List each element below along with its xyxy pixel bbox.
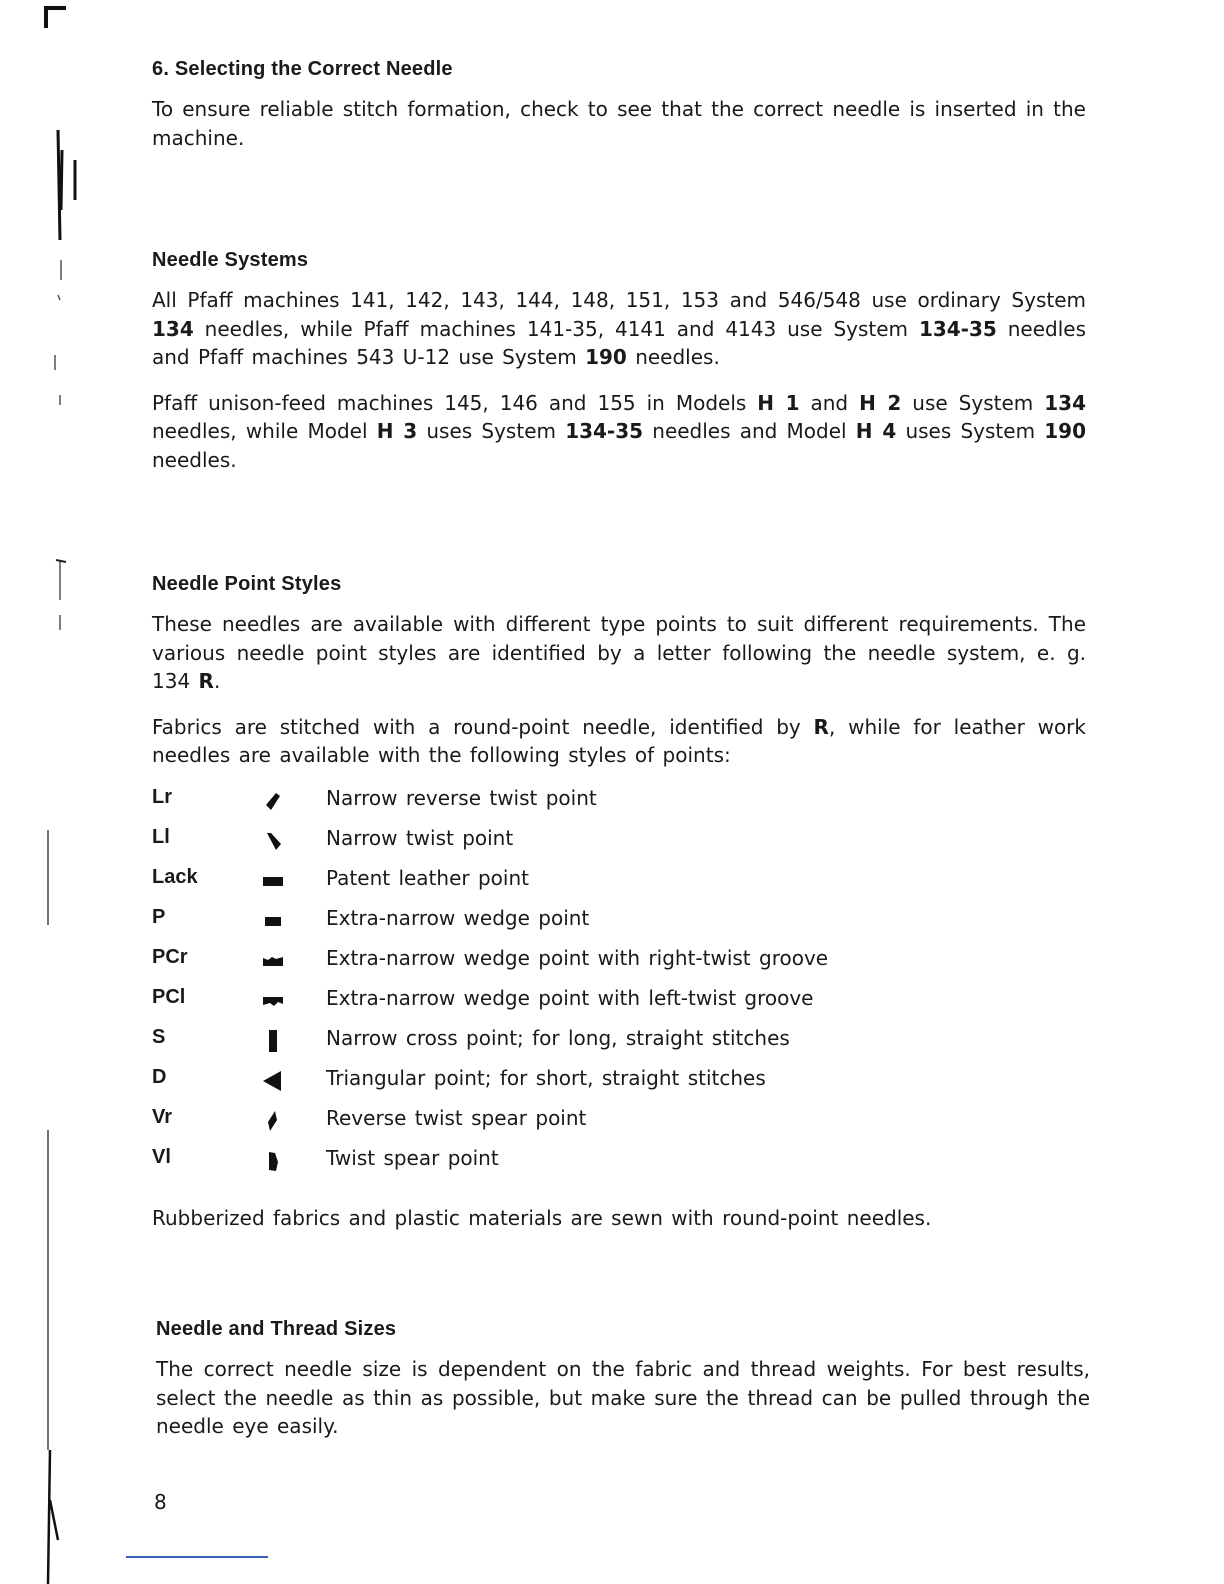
section-needle-point-styles — [152, 573, 1086, 770]
list-item — [152, 866, 1086, 896]
section-heading: Needle Systems — [152, 249, 309, 271]
patent-leather-point-icon — [262, 870, 284, 892]
footer-rule — [126, 1556, 268, 1558]
style-description: Narrow cross point; for long, straight stitches — [326, 1026, 790, 1050]
paragraph: The correct needle size is dependent on the fabric and thread weights. For best results, select the needle as thin as possible, but make sure the thread can be pulled through the needle eye easily. — [156, 1357, 1090, 1439]
list-item — [152, 906, 1086, 936]
section-heading: Needle Point Styles — [152, 573, 342, 595]
reverse-twist-spear-point-icon — [262, 1110, 284, 1132]
style-code: Ll — [152, 826, 170, 848]
style-description: Patent leather point — [326, 866, 529, 890]
style-description: Twist spear point — [326, 1146, 499, 1170]
narrow-reverse-twist-point-icon — [262, 790, 284, 812]
page-number: 8 — [154, 1490, 167, 1514]
style-code: PCr — [152, 946, 188, 968]
list-item — [152, 826, 1086, 856]
paragraph: To ensure reliable stitch formation, check to see that the correct needle is inserted in the machine. — [152, 97, 1086, 150]
triangular-point-icon — [262, 1070, 284, 1092]
scan-edge-artifacts — [0, 0, 80, 1584]
style-code: PCl — [152, 986, 186, 1008]
list-item — [152, 1146, 1086, 1176]
style-description: Reverse twist spear point — [326, 1106, 587, 1130]
style-description: Narrow twist point — [326, 826, 514, 850]
list-item — [152, 1106, 1086, 1136]
style-code: Vl — [152, 1146, 171, 1168]
style-code: S — [152, 1026, 166, 1048]
paragraph: Rubberized fabrics and plastic materials are sewn with round-point needles. — [152, 1206, 932, 1230]
style-description: Extra-narrow wedge point with left-twist groove — [326, 986, 814, 1010]
paragraph: These needles are available with different type points to suit different requirements. The various needle point styles are identified by a letter following the needle system, e. g. 134 R. — [152, 612, 1086, 694]
paragraph: Pfaff unison-feed machines 145, 146 and 155 in Models H 1 and H 2 use System 134 needles, while Model H 3 uses System 134-35 needles and Model H 4 uses System 190 needles. — [152, 390, 1087, 472]
corner-crop-mark — [44, 6, 66, 28]
list-item — [152, 786, 1086, 816]
list-item — [152, 1026, 1086, 1056]
style-description: Extra-narrow wedge point with right-twist groove — [326, 946, 829, 970]
section-heading: Needle and Thread Sizes — [156, 1318, 397, 1340]
style-code: Vr — [152, 1106, 173, 1128]
wedge-left-twist-groove-icon — [262, 990, 284, 1012]
section-selecting-needle — [152, 58, 1086, 152]
paragraph: All Pfaff machines 141, 142, 143, 144, 148, 151, 153 and 546/548 use ordinary System 134 needles, while Pfaff machines 141-35, 4141 and 4143 use System 134-35 needles and Pfaff machines 543 U-12 use System 190 needles. — [152, 288, 1086, 370]
style-description: Triangular point; for short, straight stitches — [326, 1066, 766, 1090]
list-item — [152, 986, 1086, 1016]
paragraph: Fabrics are stitched with a round-point needle, identified by R, while for leather work needles are available with the following styles of points: — [152, 714, 1086, 768]
style-code: Lack — [152, 866, 198, 888]
section-point-styles-closing — [152, 1204, 1086, 1233]
list-item — [152, 1066, 1086, 1096]
twist-spear-point-icon — [262, 1150, 284, 1172]
narrow-twist-point-icon — [262, 830, 284, 852]
wedge-right-twist-groove-icon — [262, 950, 284, 972]
style-code: D — [152, 1066, 167, 1088]
list-item — [152, 946, 1086, 976]
section-heading: 6. Selecting the Correct Needle — [152, 58, 453, 80]
style-description: Narrow reverse twist point — [326, 786, 597, 810]
style-code: Lr — [152, 786, 172, 808]
narrow-cross-point-icon — [262, 1030, 284, 1052]
extra-narrow-wedge-point-icon — [262, 910, 284, 932]
section-needle-systems — [152, 249, 1086, 475]
section-needle-thread-sizes — [156, 1318, 1090, 1441]
style-description: Extra-narrow wedge point — [326, 906, 590, 930]
style-code: P — [152, 906, 166, 928]
